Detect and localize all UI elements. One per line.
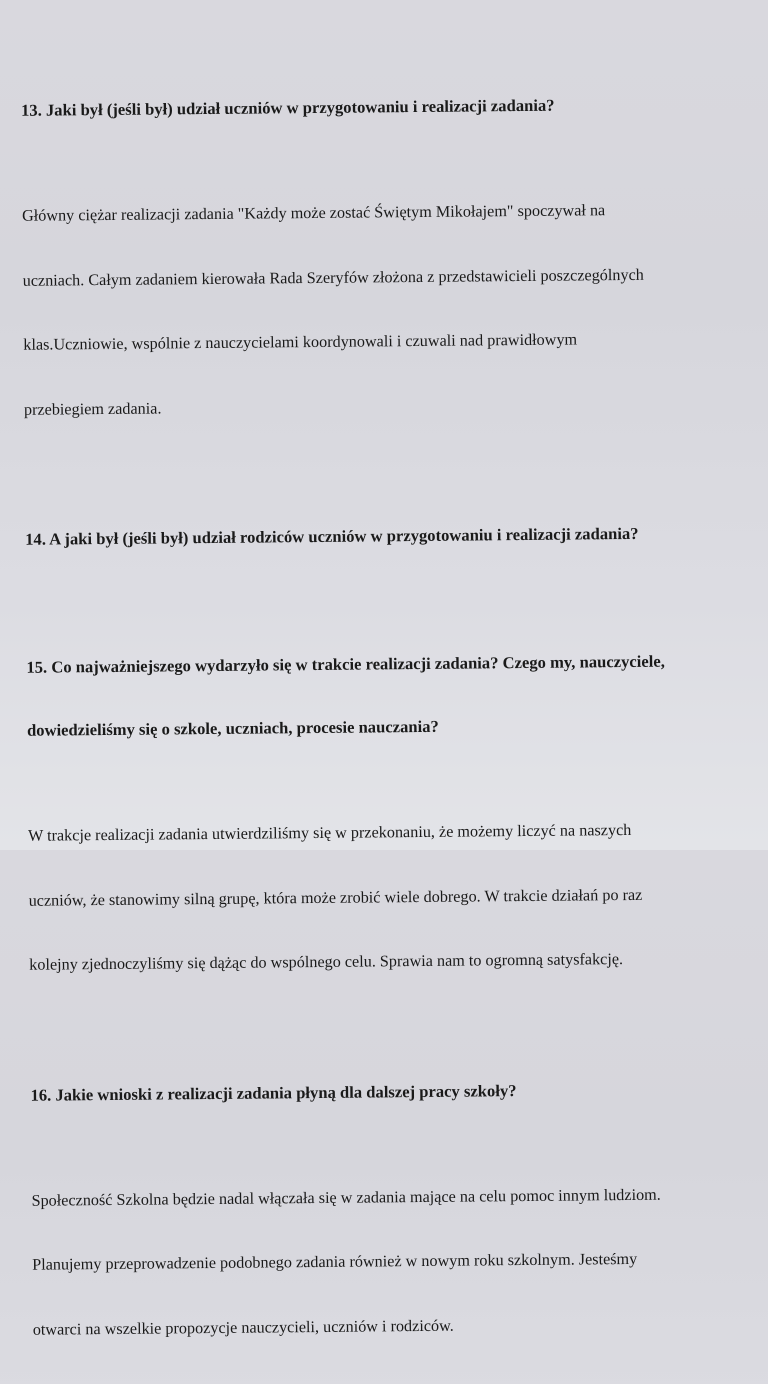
section-14 [25, 480, 738, 592]
answer-line: Planujemy przeprowadzenie podobnego zadania również w nowym roku szkolnym. Jesteśmy [32, 1249, 638, 1274]
question-line: 14. A jaki był (jeśli był) udział rodziców uczniów w przygotowaniu i realizacji zadania? [25, 523, 639, 549]
answer-line: otwarci na wszelkie propozycje nauczycieli, uczniów i rodziców. [32, 1316, 454, 1339]
answer-line: uczniów, że stanowimy silną grupę, która może zrobić wiele dobrego. W trakcie działań po raz [28, 885, 643, 910]
answer-line: Społeczność Szkolna będzie nadal włączała się w zadania mające na celu pomoc innym ludziom. [31, 1185, 661, 1210]
section-16 [30, 1035, 745, 1383]
section-13 [21, 51, 737, 464]
answer-line: kolejny zjednoczyliśmy się dążąc do wspólnego celu. Sprawia nam to ogromną satysfakcję. [29, 950, 624, 974]
question-15 [26, 608, 740, 783]
answer-line: uczniach. Całym zadaniem kierowała Rada Szeryfów złożona z przedstawicieli poszczególnych [22, 265, 644, 290]
question-14 [25, 480, 738, 592]
answer-13 [22, 156, 737, 464]
answer-line: Główny ciężar realizacji zadania "Każdy może zostać Świętym Mikołajem" spoczywał na [21, 201, 606, 225]
question-line: 15. Co najważniejszego wydarzyło się w trakcie realizacji zadania? Czego my, nauczyciele, [26, 651, 665, 677]
answer-16 [31, 1140, 745, 1383]
answer-line: przebiegiem zadania. [23, 398, 162, 419]
question-line: dowiedzieliśmy się o szkole, uczniach, procesie nauczania? [26, 716, 439, 740]
answer-15 [28, 776, 742, 1019]
question-13 [21, 51, 734, 163]
question-line: 16. Jakie wnioski z realizacji zadania płyną dla dalszej pracy szkoły? [30, 1080, 517, 1105]
answer-line: klas.Uczniowie, wspólnie z nauczycielami koordynowali i czuwali nad prawidłowym [23, 330, 578, 354]
answer-line: W trakcje realizacji zadania utwierdziliśmy się w przekonaniu, że możemy liczyć na naszych [27, 820, 632, 845]
section-15 [26, 608, 742, 1019]
question-16 [30, 1035, 743, 1147]
question-line: 13. Jaki był (jeśli był) udział uczniów w przygotowaniu i realizacji zadania? [20, 95, 555, 120]
